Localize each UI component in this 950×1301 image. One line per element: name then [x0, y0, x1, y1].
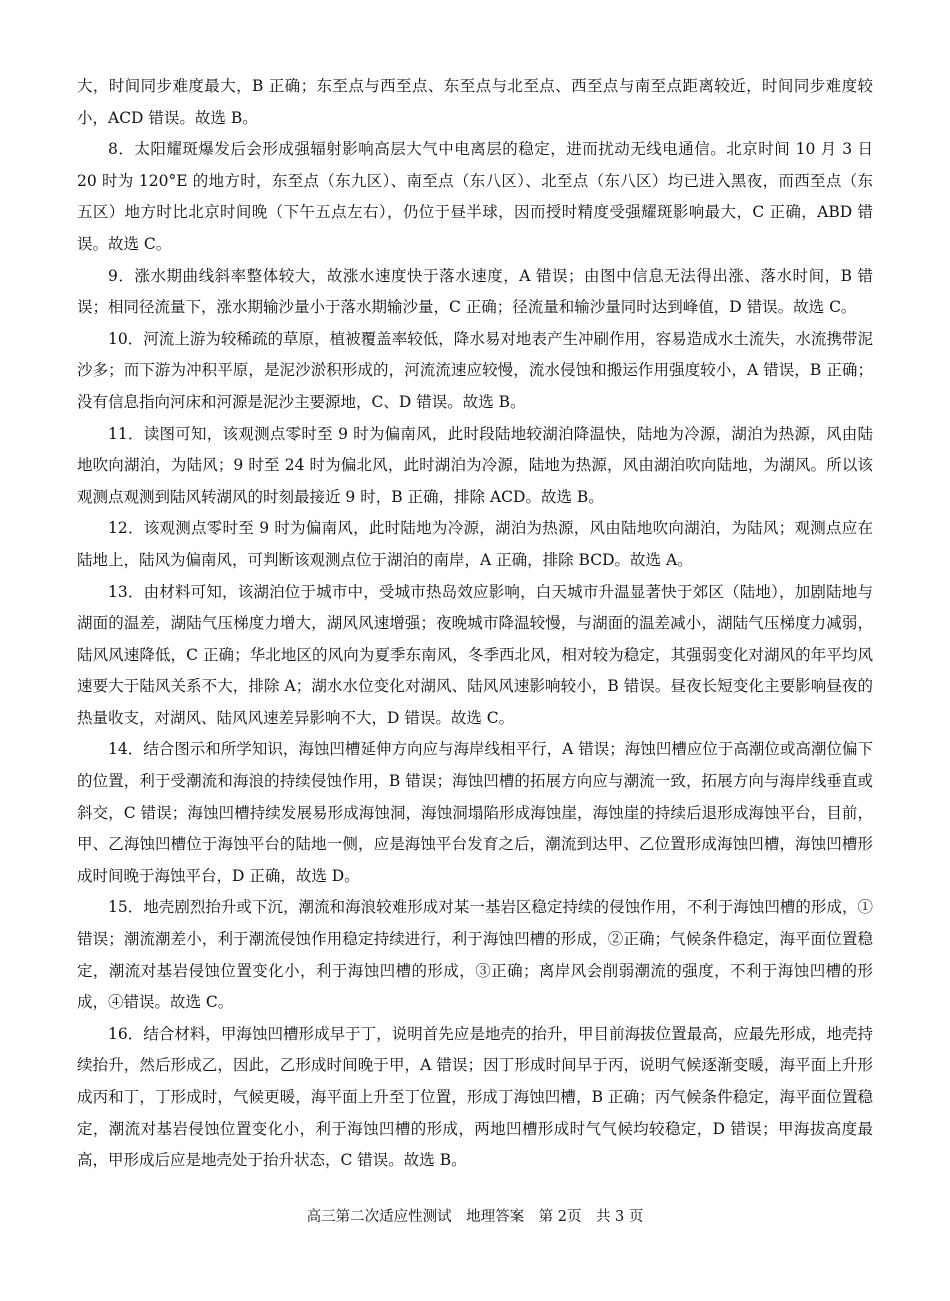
answer-text-body: [77, 71, 873, 1177]
page-footer: 高三第二次适应性测试 地理答案 第 2页 共 3 页: [306, 1209, 644, 1225]
paragraph-q15: 15．地壳剧烈抬升或下沉，潮流和海浪较难形成对某一基岩区稳定持续的侵蚀作用，不利于海蚀凹槽的形成，①错误；潮流潮差小，利于潮流侵蚀作用稳定持续进行，利于海蚀凹槽的形成，②正确；气候条件稳定，海平面位置稳定，潮流对基岩侵蚀位置变化小，利于海蚀凹槽的形成，③正确；离岸风会削弱潮流的强度，不利于海蚀凹槽的形成，④错误。故选 C。: [77, 898, 873, 1012]
paragraph-continued: 大，时间同步难度最大，B 正确；东至点与西至点、东至点与北至点、西至点与南至点距离较近，时间同步难度较小，ACD 错误。故选 B。: [77, 77, 873, 127]
paragraph-q16: 16．结合材料，甲海蚀凹槽形成早于丁，说明首先应是地壳的抬升，甲目前海拔位置最高，应最先形成，地壳持续抬升，然后形成乙，因此，乙形成时间晚于甲，A 错误；因丁形成时间早于丙，说明气候逐渐变暖，海平面上升形成丙和丁，丁形成时，气候更暖，海平面上升至丁位置，形成丁海蚀凹槽，B 正确；丙气候条件稳定，海平面位置稳定，潮流对基岩侵蚀位置变化小，利于海蚀凹槽的形成，两地凹槽形成时气气候均较稳定，D 错误；甲海拔高度最高，甲形成后应是地壳处于抬升状态，C 错误。故选 B。: [77, 1024, 873, 1170]
paragraph-q8: 8．太阳耀斑爆发后会形成强辐射影响高层大气中电离层的稳定，进而扰动无线电通信。北京时间 10 月 3 日 20 时为 120°E 的地方时，东至点（东九区）、南至点（东八区）、北至点（东八区）均已进入黑夜，而西至点（东五区）地方时比北京时间晚（下午五点左右），仍位于昼半球，因而授时精度受强耀斑影响最大，C 正确，ABD 错误。故选 C。: [77, 140, 873, 253]
paragraph-q11: 11．读图可知，该观测点零时至 9 时为偏南风，此时段陆地较湖泊降温快，陆地为冷源，湖泊为热源，风由陆地吹向湖泊，为陆风；9 时至 24 时为偏北风，此时湖泊为冷源，陆地为热源，风由湖泊吹向陆地，为湖风。所以该观测点观测到陆风转湖风的时刻最接近 9 时，B 正确，排除 ACD。故选 B。: [77, 424, 873, 506]
paragraph-q10: 10．河流上游为较稀疏的草原，植被覆盖率较低，降水易对地表产生冲刷作用，容易造成水土流失，水流携带泥沙多；而下游为冲积平原，是泥沙淤积形成的，河流流速应较慢，流水侵蚀和搬运作用强度较小，A 错误，B 正确；没有信息指向河床和河源是泥沙主要源地，C、D 错误。故选 B。: [77, 329, 873, 411]
paragraph-q9: 9．涨水期曲线斜率整体较大，故涨水速度快于落水速度，A 错误；由图中信息无法得出涨、落水时间，B 错误；相同径流量下，涨水期输沙量小于落水期输沙量，C 正确；径流量和输沙量同时达到峰值，D 错误。故选 C。: [77, 266, 873, 317]
paragraph-q14: 14．结合图示和所学知识，海蚀凹槽延伸方向应与海岸线相平行，A 错误；海蚀凹槽应位于高潮位或高潮位偏下的位置，利于受潮流和海浪的持续侵蚀作用，B 错误；海蚀凹槽的拓展方向应与潮流一致，拓展方向与海岸线垂直或斜交，C 错误；海蚀凹槽持续发展易形成海蚀洞，海蚀洞塌陷形成海蚀崖，海蚀崖的持续后退形成海蚀平台，目前，甲、乙海蚀凹槽位于海蚀平台的陆地一侧，应是海蚀平台发育之后，潮流到达甲、乙位置形成海蚀凹槽，海蚀凹槽形成时间晚于海蚀平台，D 正确，故选 D。: [77, 740, 873, 885]
paragraph-q12: 12．该观测点零时至 9 时为偏南风，此时陆地为冷源，湖泊为热源，风由陆地吹向湖泊，为陆风；观测点应在陆地上，陆风为偏南风，可判断该观测点位于湖泊的南岸，A 正确，排除 BCD。故选 A。: [77, 519, 873, 569]
paragraph-q13: 13．由材料可知，该湖泊位于城市中，受城市热岛效应影响，白天城市升温显著快于郊区（陆地），加剧陆地与湖面的温差，湖陆气压梯度力增大，湖风风速增强；夜晚城市降温较慢，与湖面的温差减小，湖陆气压梯度力减弱，陆风风速降低，C 正确；华北地区的风向为夏季东南风，冬季西北风，相对较为稳定，其强弱变化对湖风的年平均风速要大于陆风关系不大，排除 A；湖水水位变化对湖风、陆风风速影响较小，B 错误。昼夜长短变化主要影响昼夜的热量收支，对湖风、陆风风速差异影响不大，D 错误。故选 C。: [77, 582, 873, 727]
